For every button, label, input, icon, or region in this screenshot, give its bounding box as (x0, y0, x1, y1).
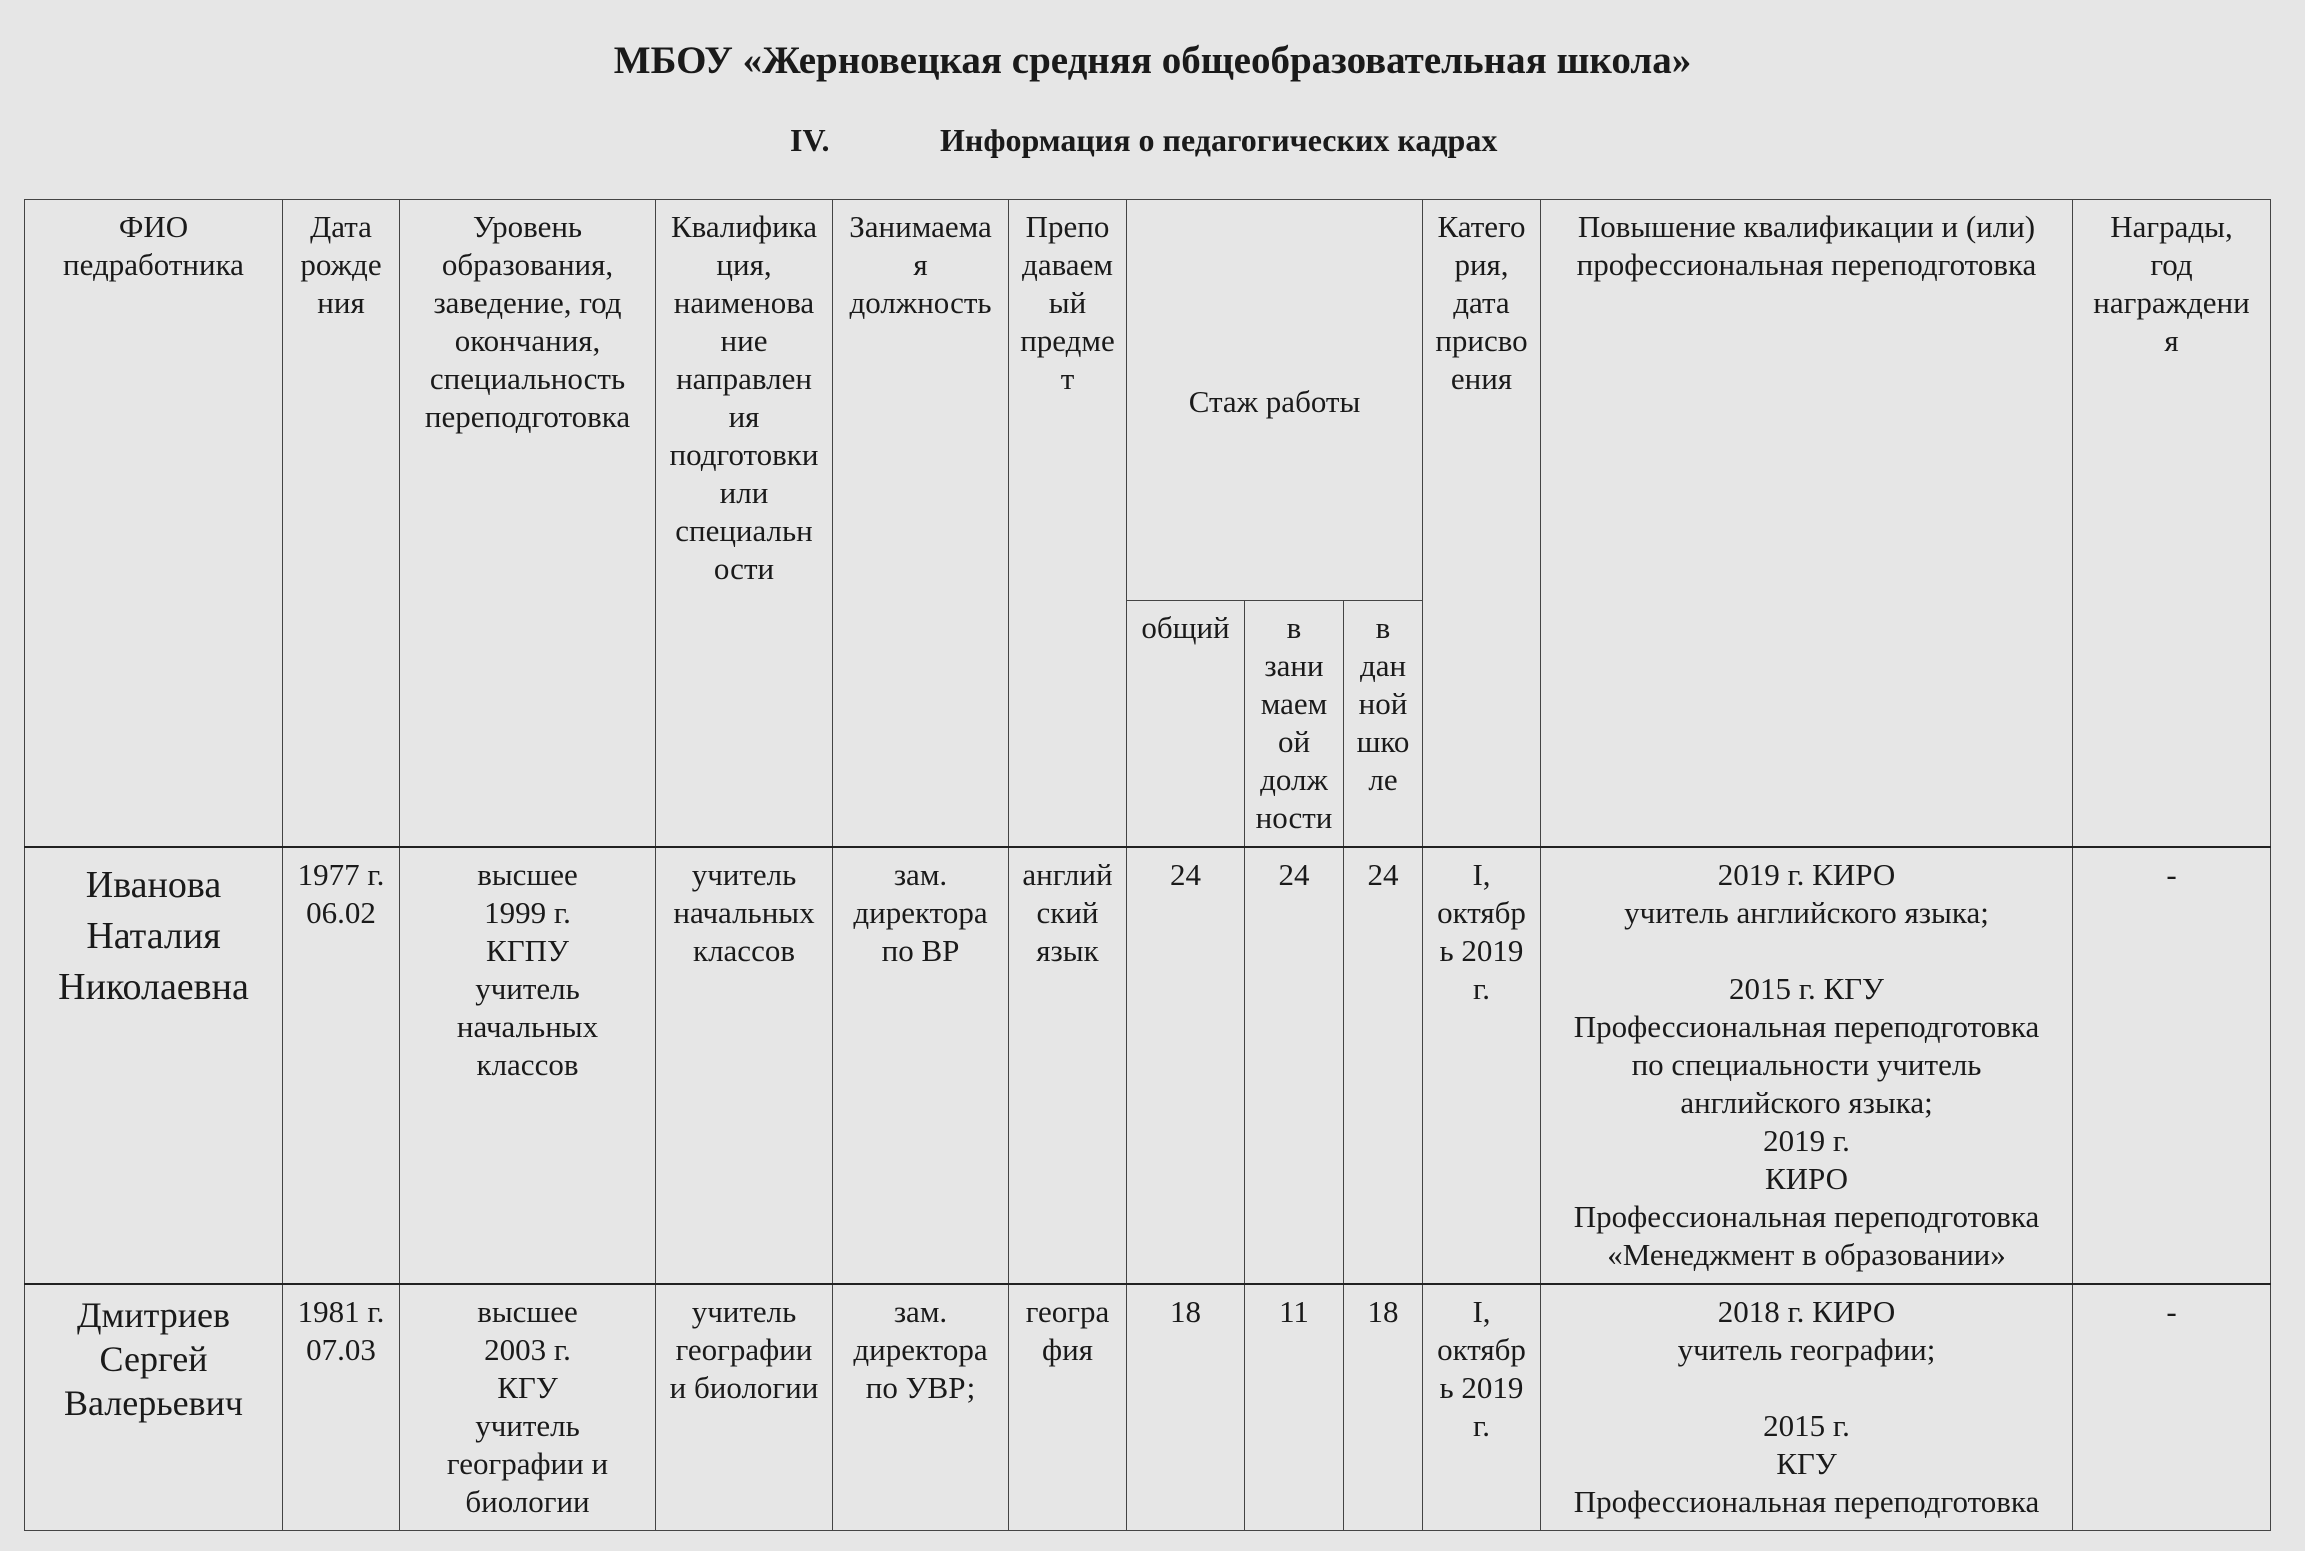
header-fio: ФИО педработника (25, 200, 283, 847)
cell-birth-date: 1977 г. 06.02 (283, 847, 400, 1284)
cell-category: I, октябр ь 2019 г. (1423, 1284, 1541, 1531)
header-experience: Стаж работы (1127, 200, 1423, 601)
cell-training: 2019 г. КИРО учитель английского языка; 2015 г. КГУ Профессиональная переподготовка по специальности учитель английского языка; 2019 г. КИРО Профессиональная переподготовка «Менеджмент в образовании» (1541, 847, 2073, 1284)
document-title: МБОУ «Жерновецкая средняя общеобразовательная школа» (613, 39, 1692, 82)
cell-category: I, октябр ь 2019 г. (1423, 847, 1541, 1284)
header-experience-total: общий (1127, 601, 1245, 847)
table-row (25, 847, 2271, 1284)
header-education: Уровень образования, заведение, год окончания, специальность переподготовка (400, 200, 656, 847)
cell-education: высшее 1999 г. КГПУ учитель начальных классов (400, 847, 656, 1284)
cell-experience-position: 11 (1245, 1284, 1344, 1531)
table-row (25, 1284, 2271, 1531)
header-qualification: Квалифика ция, наименова ние направлен ия подготовки или специальн ости (656, 200, 833, 847)
staff-table (24, 199, 2271, 1531)
cell-position: зам. директора по ВР (833, 847, 1009, 1284)
cell-position: зам. директора по УВР; (833, 1284, 1009, 1531)
cell-fio: Иванова Наталия Николаевна (25, 847, 283, 1284)
cell-experience-school: 18 (1344, 1284, 1423, 1531)
cell-qualification: учитель географии и биологии (656, 1284, 833, 1531)
cell-subject: англий ский язык (1009, 847, 1127, 1284)
cell-experience-total: 18 (1127, 1284, 1245, 1531)
cell-training: 2018 г. КИРО учитель географии; 2015 г. КГУ Профессиональная переподготовка (1541, 1284, 2073, 1531)
section-title: Информация о педагогических кадрах (940, 122, 1498, 158)
header-experience-position: в зани маем ой долж ности (1245, 601, 1344, 847)
cell-awards: - (2073, 1284, 2271, 1531)
cell-fio: Дмитриев Сергей Валерьевич (25, 1284, 283, 1531)
cell-experience-total: 24 (1127, 847, 1245, 1284)
header-awards: Награды, год награждени я (2073, 200, 2271, 847)
header-position: Занимаема я должность (833, 200, 1009, 847)
header-subject: Препо даваем ый предме т (1009, 200, 1127, 847)
cell-education: высшее 2003 г. КГУ учитель географии и биологии (400, 1284, 656, 1531)
cell-subject: геогра фия (1009, 1284, 1127, 1531)
header-training: Повышение квалификации и (или) профессиональная переподготовка (1541, 200, 2073, 847)
section-number: IV. (790, 122, 830, 158)
cell-birth-date: 1981 г. 07.03 (283, 1284, 400, 1531)
header-birth-date: Дата рожде ния (283, 200, 400, 847)
cell-experience-school: 24 (1344, 847, 1423, 1284)
cell-qualification: учитель начальных классов (656, 847, 833, 1284)
cell-experience-position: 24 (1245, 847, 1344, 1284)
header-category: Катего рия, дата присво ения (1423, 200, 1541, 847)
header-experience-school: в дан ной шко ле (1344, 601, 1423, 847)
cell-awards: - (2073, 847, 2271, 1284)
